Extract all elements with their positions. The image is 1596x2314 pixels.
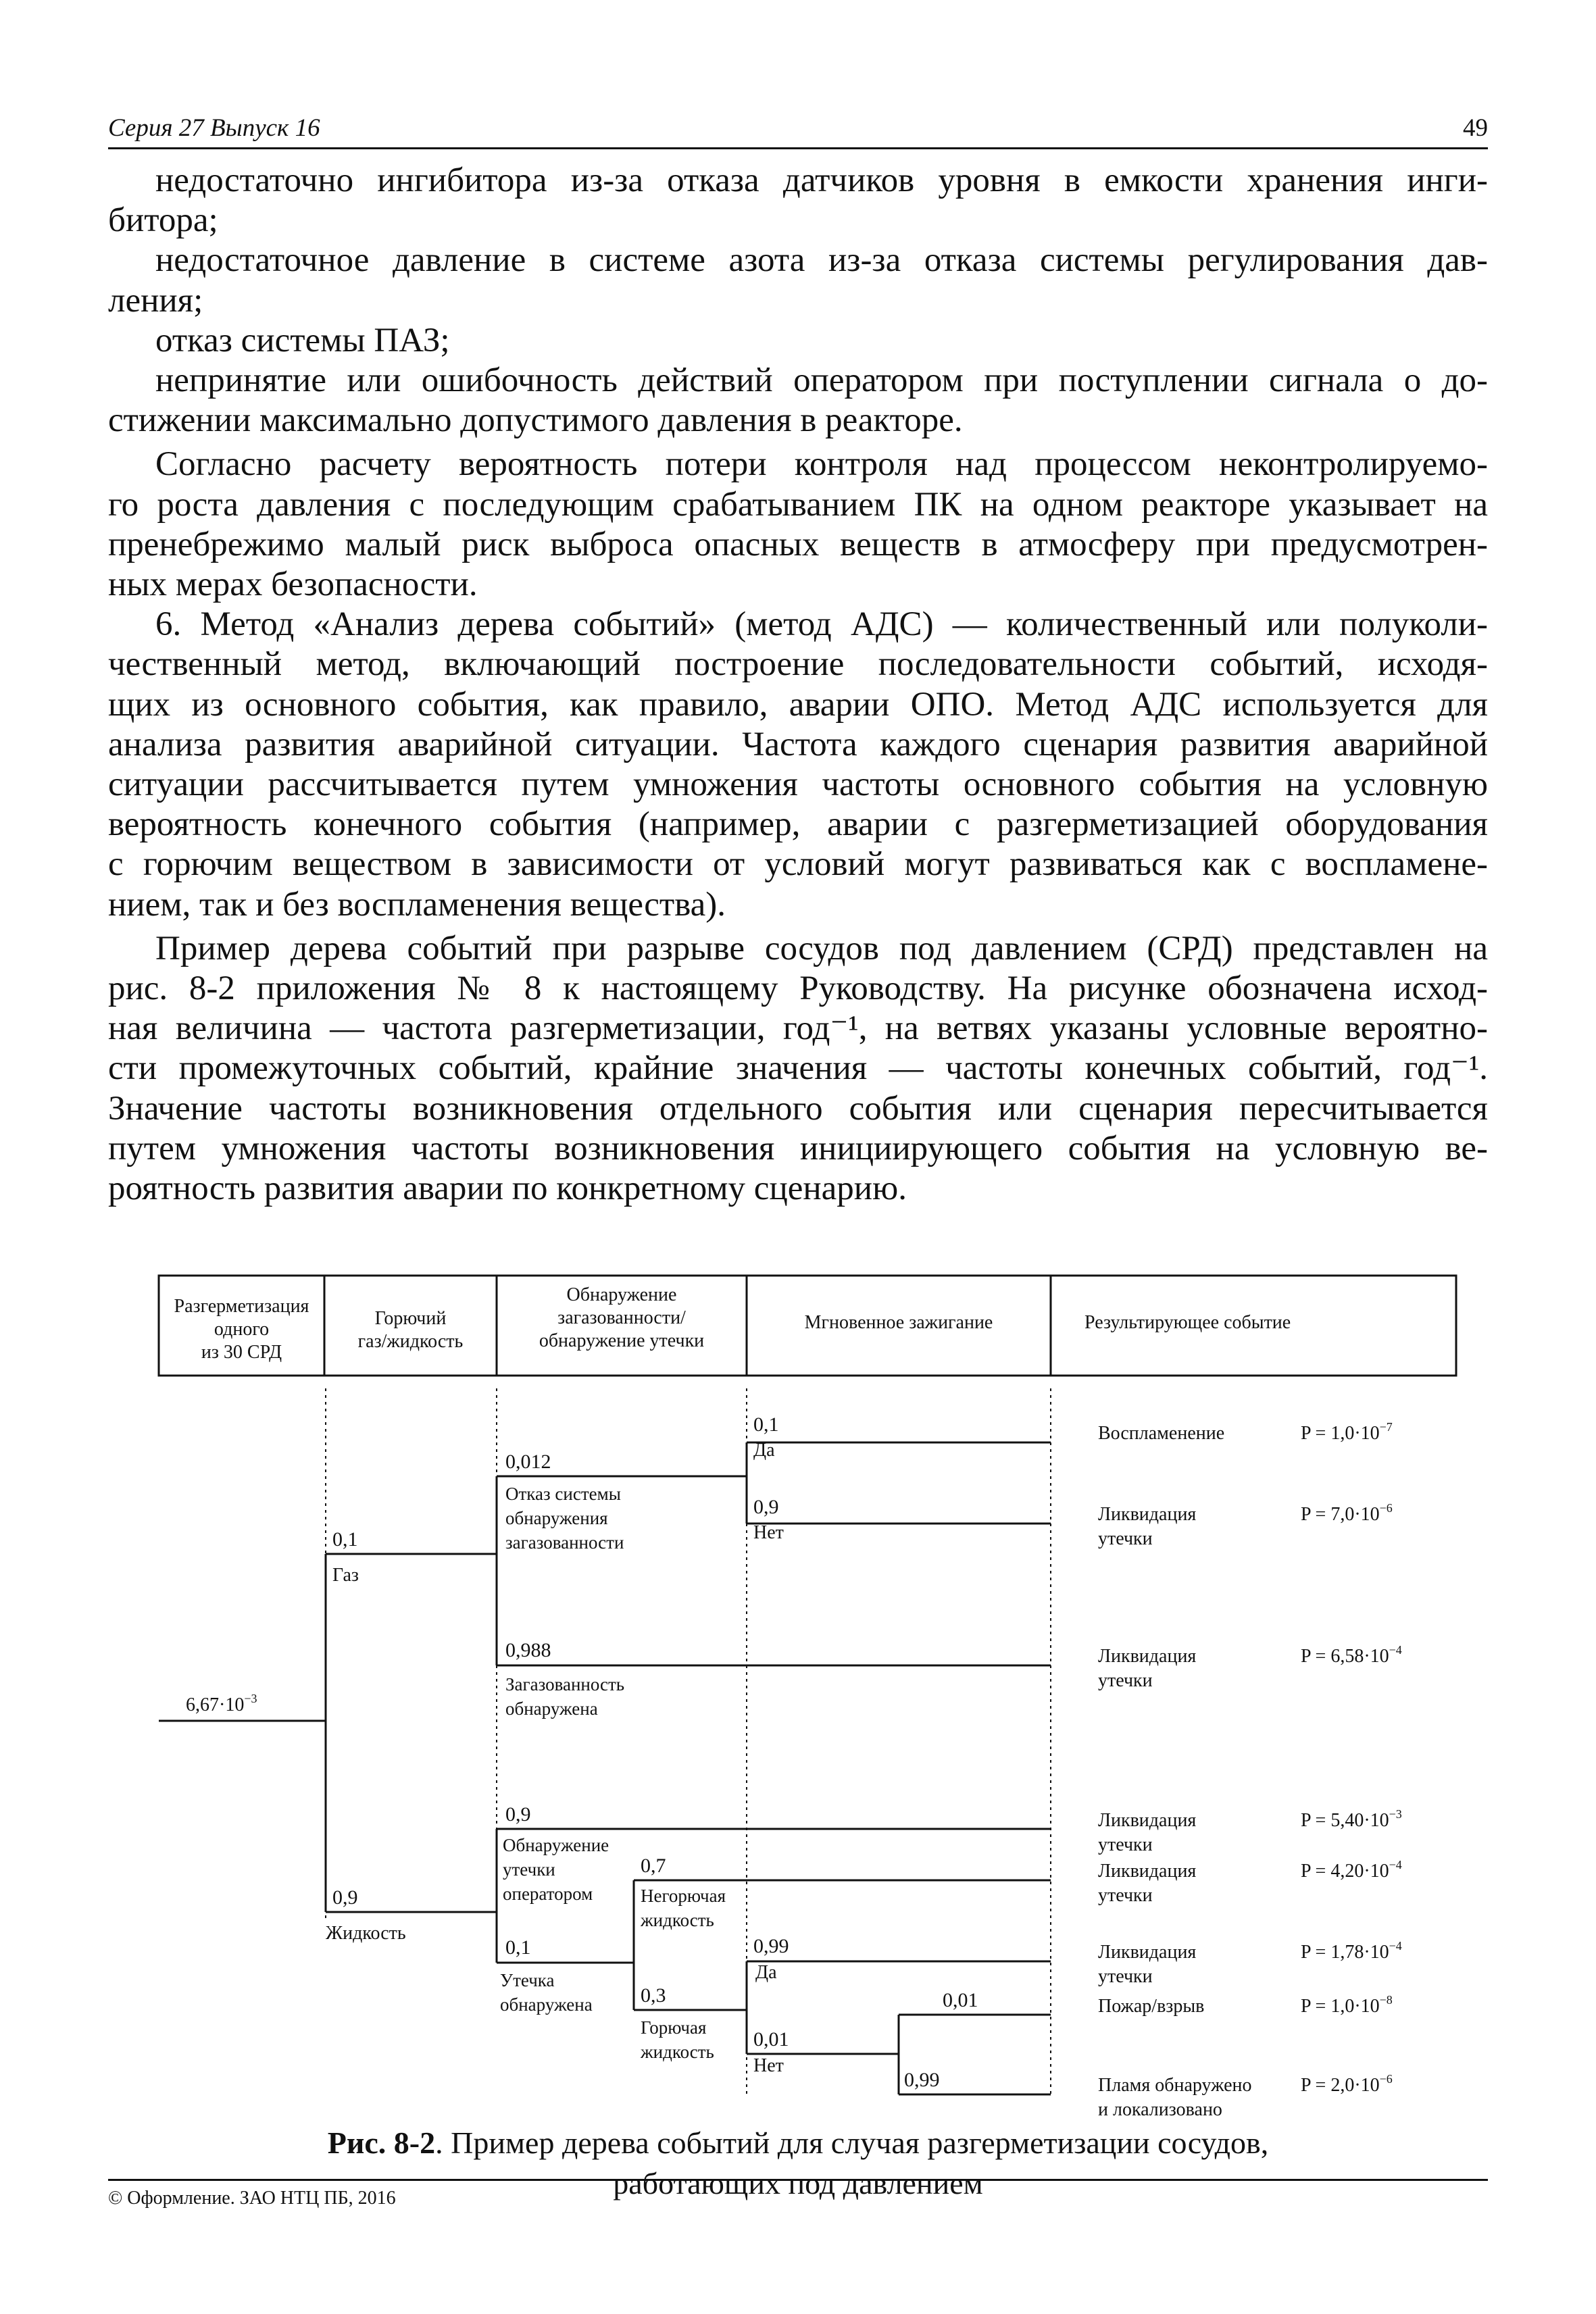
gas-prob: 0,1 — [332, 1528, 358, 1551]
body-line: стижении максимально допустимого давления в реакторе. — [108, 401, 963, 439]
column-header-text: одного — [214, 1319, 270, 1340]
outcome-label: утечки — [1098, 1885, 1153, 1906]
series-title: Серия 27 Выпуск 16 — [108, 114, 320, 142]
liquid-label: Жидкость — [326, 1923, 406, 1944]
outcome-label: Ликвидация — [1098, 1861, 1197, 1882]
body-line: анализа развития аварийной ситуации. Частота каждого сценария развития аварийной — [108, 726, 1488, 763]
column-header-text: Обнаружение — [566, 1284, 677, 1305]
leak-found-label: обнаружена — [500, 1994, 593, 2015]
outcome-probability: $P = 6,58\cdot 10^{-4}$ — [1301, 1643, 1402, 1667]
outcome-label: Воспламенение — [1098, 1423, 1225, 1444]
outcome-label: утечки — [1098, 1528, 1153, 1549]
operator-detect-label: оператором — [503, 1884, 593, 1904]
detection-ok-prob: 0,988 — [505, 1639, 551, 1661]
outcome-label: утечки — [1098, 1670, 1153, 1691]
liquid-prob: 0,9 — [332, 1886, 358, 1909]
body-line: сти промежуточных событий, крайние значения — частоты конечных событий, год⁻¹. — [108, 1049, 1488, 1087]
ignition-no-prob: 0,9 — [753, 1496, 779, 1518]
detection-fail-label: обнаружения — [505, 1508, 608, 1528]
column-header-text: загазованности/ — [557, 1307, 686, 1328]
outcome-label: Ликвидация — [1098, 1810, 1197, 1831]
ignition-yes-liquid-prob: 0,99 — [753, 1935, 789, 1957]
body-line: Согласно расчету вероятность потери контроля над процессом неконтролируемо- — [155, 445, 1488, 483]
ignition-no-label: Нет — [753, 1522, 784, 1543]
column-header-text: обнаружение утечки — [539, 1330, 705, 1351]
body-line: отказ системы ПАЗ; — [155, 322, 450, 359]
column-header-text: газ/жидкость — [357, 1331, 464, 1352]
figure-label: Рис. 8-2 — [327, 2126, 436, 2160]
fire-prob: 0,01 — [943, 1989, 978, 2011]
outcome-label: и локализовано — [1098, 2099, 1222, 2120]
detection-fail-label: загазованности — [505, 1532, 624, 1553]
body-line: недостаточно ингибитора из-за отказа датчиков уровня в емкости хранения инги- — [155, 161, 1488, 199]
column-header-text: Горючий — [374, 1308, 447, 1329]
body-line: непринятие или ошибочность действий оператором при поступлении сигнала о до- — [155, 361, 1488, 399]
ignition-no-liquid-prob: 0,01 — [753, 2028, 789, 2051]
outcome-probability: $P = 1,0\cdot 10^{-7}$ — [1301, 1420, 1393, 1444]
operator-detect-label: утечки — [503, 1859, 555, 1880]
initial-frequency: $6,67\cdot 10^{-3}$ — [186, 1692, 257, 1715]
flammable-prob: 0,3 — [641, 1984, 666, 2007]
event-tree-diagram — [149, 1270, 1460, 2121]
ignition-yes-label: Да — [753, 1440, 775, 1461]
ignition-no-liquid-label: Нет — [753, 2055, 784, 2076]
leak-found-label: Утечка — [500, 1970, 555, 1990]
body-line: ления; — [108, 282, 203, 320]
outcome-label: Пламя обнаружено — [1098, 2075, 1252, 2096]
body-line: недостаточное давление в системе азота из-за отказа системы регулирования дав- — [155, 241, 1488, 279]
flammable-label: Горючая — [641, 2017, 707, 2038]
column-header-text: Мгновенное зажигание — [804, 1312, 993, 1333]
operator-detect-prob: 0,9 — [505, 1803, 531, 1826]
nonflammable-prob: 0,7 — [641, 1855, 666, 1877]
figure-caption-line2: работающих под давлением — [613, 2166, 983, 2200]
body-line: чественный метод, включающий построение последовательности событий, исходя- — [108, 645, 1488, 683]
operator-detect-label: Обнаружение — [503, 1835, 609, 1855]
outcome-probability: $P = 1,78\cdot 10^{-4}$ — [1301, 1939, 1402, 1963]
body-line: с горючим веществом в зависимости от условий могут развиваться как с воспламене- — [108, 845, 1488, 883]
body-line: рис. 8-2 приложения № 8 к настоящему Руководству. На рисунке обозначена исход- — [108, 970, 1488, 1007]
figure-caption-text: . Пример дерева событий для случая разгерметизации сосудов, — [435, 2126, 1269, 2160]
body-line: ситуации рассчитывается путем умножения частоты основного события на условную — [108, 765, 1488, 803]
body-line: щих из основного события, как правило, аварии ОПО. Метод АДС используется для — [108, 686, 1488, 724]
outcome-probability: $P = 4,20\cdot 10^{-4}$ — [1301, 1858, 1402, 1882]
body-line: Значение частоты возникновения отдельного события или сценария пересчитывается — [108, 1090, 1488, 1128]
column-header-text: Результирующее событие — [1084, 1312, 1291, 1333]
body-line: битора; — [108, 201, 218, 239]
body-line: Пример дерева событий при разрыве сосудов под давлением (СРД) представлен на — [155, 930, 1488, 967]
body-line: ных мерах безопасности. — [108, 565, 478, 603]
nonflammable-label: Негорючая — [641, 1886, 726, 1906]
body-line: ная величина — частота разгерметизации, год⁻¹, на ветвях указаны условные вероятно- — [108, 1009, 1488, 1047]
detection-ok-label: обнаружена — [505, 1699, 598, 1719]
detection-ok-label: Загазованность — [505, 1674, 625, 1694]
body-line: 6. Метод «Анализ дерева событий» (метод АДС) — количественный или полуколи- — [155, 605, 1488, 643]
ignition-yes-prob: 0,1 — [753, 1413, 779, 1436]
body-line: го роста давления с последующим срабатыванием ПК на одном реакторе указывает на — [108, 486, 1488, 524]
nonflammable-label: жидкость — [641, 1910, 714, 1930]
detection-fail-label: Отказ системы — [505, 1484, 621, 1504]
outcome-label: Ликвидация — [1098, 1646, 1197, 1667]
leak-found-prob: 0,1 — [505, 1936, 531, 1959]
column-header-text: Разгерметизация — [174, 1296, 309, 1317]
outcome-probability: $P = 1,0\cdot 10^{-8}$ — [1301, 1993, 1393, 2017]
page-number: 49 — [1463, 114, 1488, 142]
running-header — [108, 114, 1488, 149]
figure-caption-line1 — [108, 2123, 1488, 2163]
gas-label: Газ — [332, 1565, 359, 1586]
column-header-text: из 30 СРД — [201, 1342, 282, 1363]
body-line: роятность развития аварии по конкретному сценарию. — [108, 1169, 907, 1207]
outcome-label: утечки — [1098, 1966, 1153, 1987]
ignition-yes-liquid-label: Да — [755, 1962, 777, 1983]
outcome-probability: $P = 2,0\cdot 10^{-6}$ — [1301, 2072, 1393, 2096]
outcome-probability: $P = 5,40\cdot 10^{-3}$ — [1301, 1807, 1402, 1831]
flame-prob: 0,99 — [904, 2069, 940, 2091]
body-line: нием, так и без воспламенения вещества). — [108, 886, 726, 924]
outcome-probability: $P = 7,0\cdot 10^{-6}$ — [1301, 1501, 1393, 1525]
outcome-label: Пожар/взрыв — [1098, 1996, 1205, 2017]
body-line: вероятность конечного события (например, аварии с разгерметизацией оборудования — [108, 805, 1488, 843]
flammable-label: жидкость — [641, 2042, 714, 2062]
body-line: путем умножения частоты возникновения инициирующего события на условную ве- — [108, 1130, 1488, 1167]
outcome-label: Ликвидация — [1098, 1942, 1197, 1963]
footer-copyright: © Оформление. ЗАО НТЦ ПБ, 2016 — [108, 2188, 396, 2209]
footer-divider — [108, 2179, 1488, 2181]
outcome-label: утечки — [1098, 1834, 1153, 1855]
detection-fail-prob: 0,012 — [505, 1451, 551, 1473]
body-line: пренебрежимо малый риск выброса опасных веществ в атмосферу при предусмотрен- — [108, 526, 1488, 563]
outcome-label: Ликвидация — [1098, 1504, 1197, 1525]
